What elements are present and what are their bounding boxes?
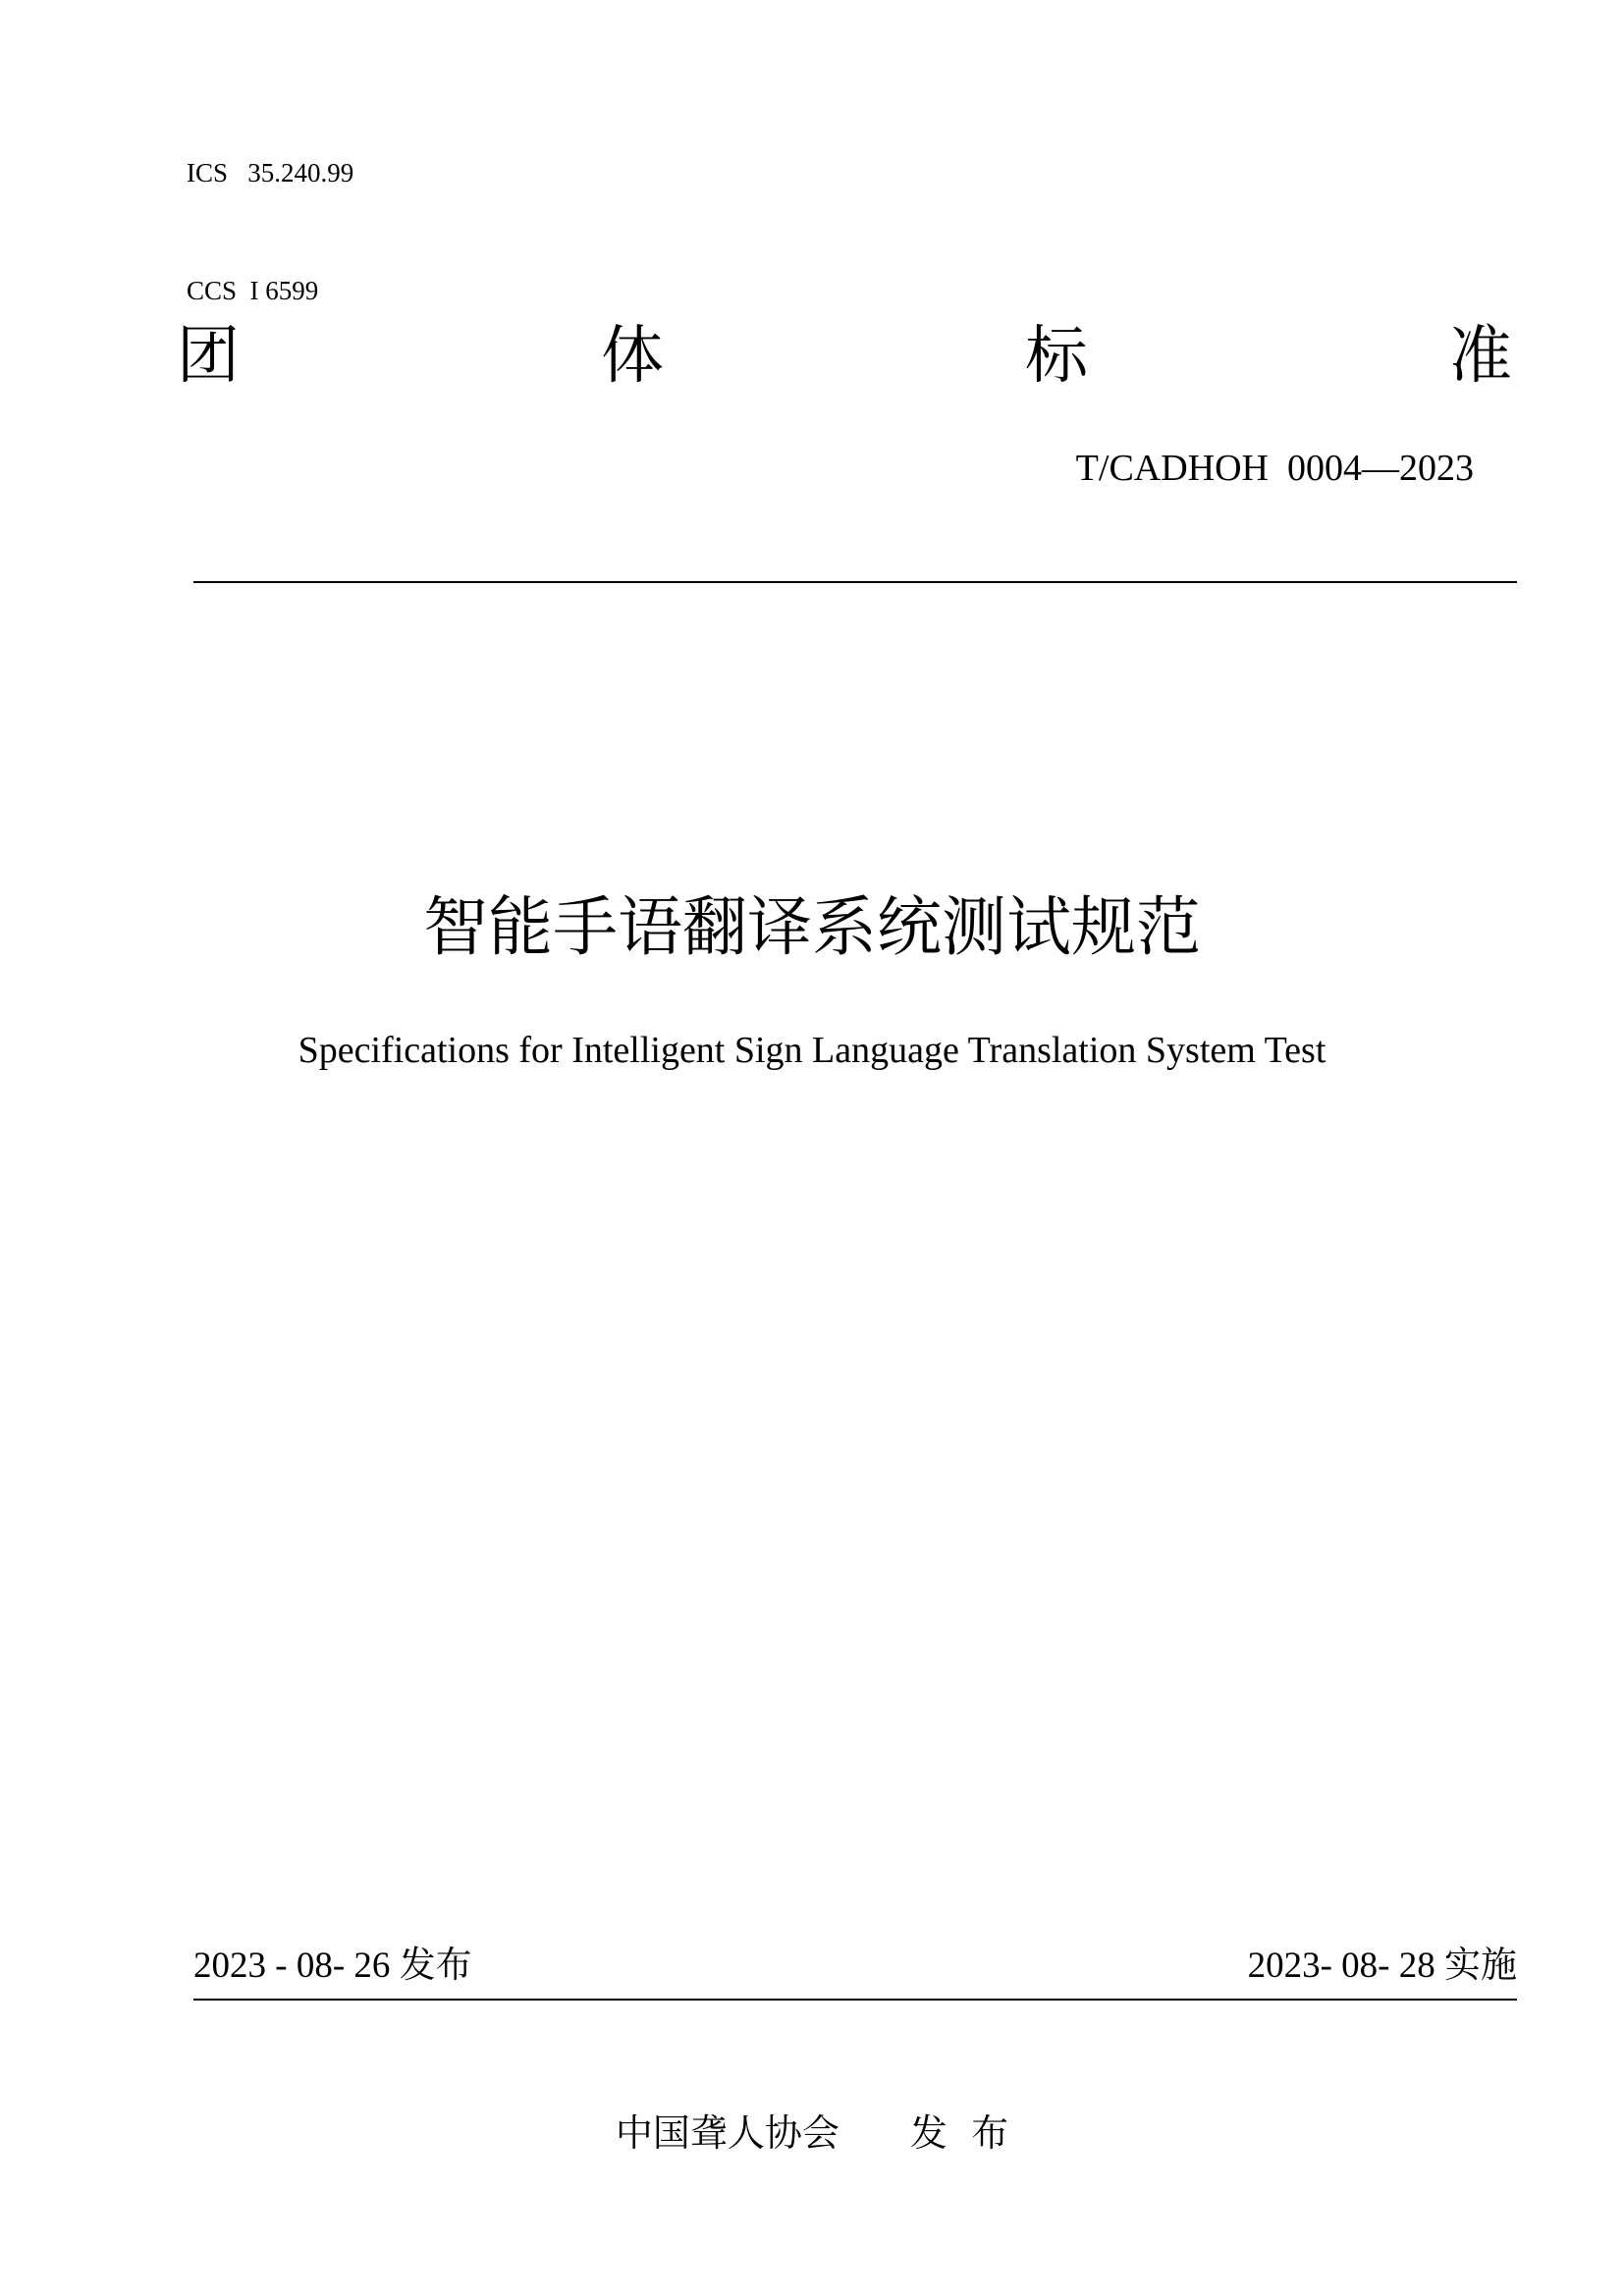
top-divider	[193, 581, 1517, 583]
publisher-name: 中国聋人协会	[615, 2111, 839, 2155]
ccs-code: CCS I 6599	[187, 276, 319, 305]
standard-type-heading	[177, 312, 1512, 400]
publisher-action: 发 布	[909, 2111, 1009, 2155]
standard-type-char: 团	[177, 320, 240, 393]
standard-type-char: 标	[1025, 320, 1088, 393]
publish-date: 2023 - 08- 26 发布	[193, 1946, 472, 1986]
implementation-date: 2023- 08- 28 实施	[1247, 1946, 1517, 1986]
ics-code: ICS 35.240.99	[187, 158, 354, 187]
publisher-line	[0, 2109, 1624, 2158]
standard-type-char: 准	[1449, 320, 1512, 393]
document-title-english: Specifications for Intelligent Sign Language Translation System Test	[298, 1030, 1326, 1071]
classification-codes	[187, 75, 353, 349]
bottom-divider	[193, 1999, 1517, 2001]
standard-number: T/CADHOH 0004—2023	[1075, 448, 1474, 489]
document-title-chinese: 智能手语翻译系统测试规范	[423, 889, 1201, 965]
standard-type-char: 体	[601, 320, 664, 393]
